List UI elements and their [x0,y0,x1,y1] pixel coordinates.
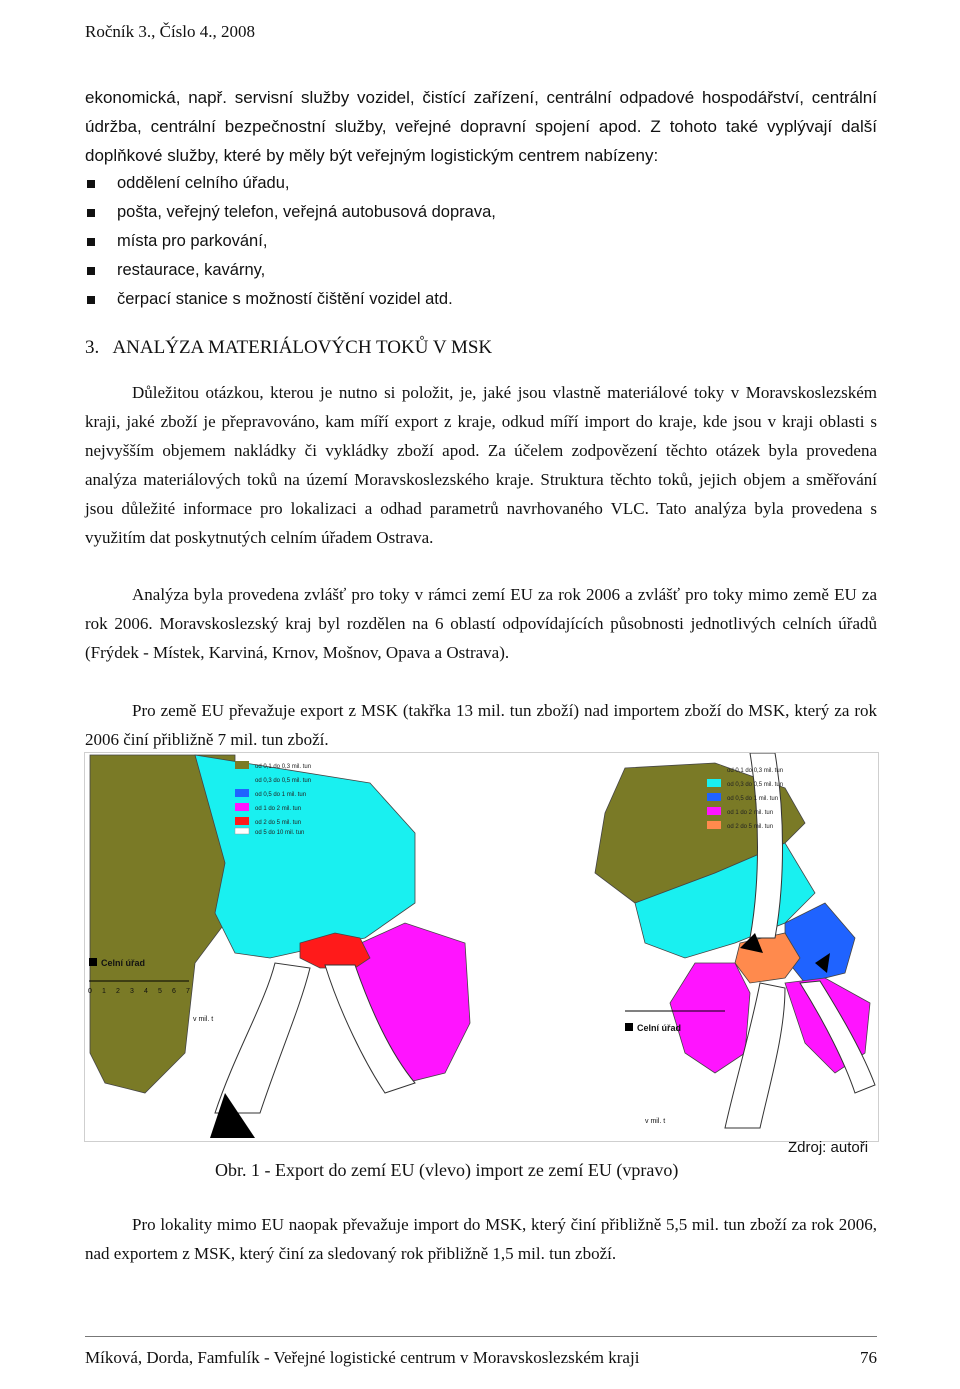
bullet-square-icon [87,296,95,304]
figure-caption: Obr. 1 - Export do zemí EU (vlevo) import ze zemí EU (vpravo) [215,1160,679,1180]
svg-text:5: 5 [158,988,162,995]
svg-text:od 1 do 2 mil. tun: od 1 do 2 mil. tun [727,810,774,816]
svg-text:v mil. t: v mil. t [193,1016,214,1023]
bullet-list [85,169,496,314]
section-heading [85,337,492,359]
list-item: čerpací stanice s možností čištění vozidel atd. [85,285,496,314]
svg-text:3: 3 [130,988,134,995]
svg-text:1: 1 [102,988,106,995]
svg-text:2: 2 [116,988,120,995]
flow-arrow [215,963,310,1113]
svg-text:od 0,3 do 0,5 mil. tun: od 0,3 do 0,5 mil. tun [727,782,784,788]
svg-text:od 0,3 do 0,5 mil. tun: od 0,3 do 0,5 mil. tun [255,778,312,784]
svg-text:v mil. t: v mil. t [645,1118,666,1125]
svg-text:od 2 do 5 mil. tun: od 2 do 5 mil. tun [255,820,302,826]
footer-authors: Míková, Dorda, Famfulík - Veřejné logistické centrum v Moravskoslezském kraji [85,1348,640,1367]
region-blue [785,903,855,983]
svg-text:Celní úřad: Celní úřad [637,1023,682,1033]
bullet-square-icon [87,238,95,246]
footer-divider [85,1336,877,1337]
section-title: ANALÝZA MATERIÁLOVÝCH TOKŮ V MSK [112,337,493,358]
region-cyan [195,755,415,958]
svg-text:od 0,1 do 0,3 mil. tun: od 0,1 do 0,3 mil. tun [255,764,312,770]
list-item: místa pro parkování, [85,227,496,256]
body-paragraph-2: Analýza byla provedena zvlášť pro toky v rámci zemí EU za rok 2006 a zvlášť pro toky mimo země EU za rok 2006. Moravskoslezský kraj byl rozdělen na 6 oblastí odpovídajících působnosti jednotlivých celních úřadů (Frýdek - Místek, Karviná, Krnov, Mošnov, Opava a Ostrava). [85,585,877,662]
svg-text:od 5 do 10 mil. tun: od 5 do 10 mil. tun [255,830,305,836]
list-item: pošta, veřejný telefon, veřejná autobusová doprava, [85,198,496,227]
maps-svg [85,753,878,1141]
svg-text:od 1 do 2 mil. tun: od 1 do 2 mil. tun [255,806,302,812]
left-map [88,755,470,1138]
page-footer [85,1348,877,1368]
page-number: 76 [860,1348,877,1367]
running-header: Ročník 3., Číslo 4., 2008 [85,22,256,41]
svg-text:6: 6 [172,988,176,995]
svg-text:od 0,5 do 1 mil. tun: od 0,5 do 1 mil. tun [727,796,779,802]
bullet-square-icon [87,209,95,217]
list-item: restaurace, kavárny, [85,256,496,285]
svg-text:0: 0 [88,988,92,995]
svg-text:Celní úřad: Celní úřad [101,958,146,968]
closing-paragraph: Pro lokality mimo EU naopak převažuje import do MSK, který činí přibližně 5,5 mil. tun zboží za rok 2006, nad exportem z MSK, který činí za sledovaný rok přibližně 1,5 mil. tun zboží. [85,1215,877,1263]
svg-text:od 0,5 do 1 mil. tun: od 0,5 do 1 mil. tun [255,792,307,798]
list-item: oddělení celního úřadu, [85,169,496,198]
svg-text:od 2 do 5 mil. tun: od 2 do 5 mil. tun [727,824,774,830]
bullet-square-icon [87,180,95,188]
section-number: 3. [85,337,100,358]
svg-text:7: 7 [186,988,190,995]
body-paragraph-1: Důležitou otázkou, kterou je nutno si položit, je, jaké jsou vlastně materiálové toky v Moravskoslezském kraji, jaké zboží je přepravováno, kam míří export z kraje, odkud míří import do kraje, kde jsou v kraji oblasti s nejvyšším objemem nakládky či vykládky zboží apod. Za účelem zodpovězení těchto otázek byla provedena analýza materiálových toků na území Moravskoslezského kraje. Struktura těchto toků, jejich objem a směřování jsou důležité informace pro lokalizaci a odhad parametrů navrhovaného VLC. Tato analýza byla provedena s využitím dat poskytnutých celním úřadem Ostrava. [85,383,877,547]
svg-text:4: 4 [144,988,148,995]
bullet-square-icon [87,267,95,275]
figure-maps [84,752,879,1142]
body-paragraph-3: Pro země EU převažuje export z MSK (takřka 13 mil. tun zboží) nad importem zboží do MSK, který za rok 2006 činí přibližně 7 mil. tun zboží. [85,701,877,749]
svg-text:od 0,1 do 0,3 mil. tun: od 0,1 do 0,3 mil. tun [727,768,784,774]
right-map [595,753,875,1128]
region-magenta [670,963,750,1073]
intro-paragraph: ekonomická, např. servisní služby vozidel, čistící zařízení, centrální odpadové hospodářství, centrální údržba, centrální bezpečnostní služby, veřejné dopravní spojení apod. Z tohoto také vyplývají další doplňkové služby, které by měly být veřejným logistickým centrem nabízeny: [85,88,877,165]
source-note: Zdroj: autoři [788,1139,869,1156]
